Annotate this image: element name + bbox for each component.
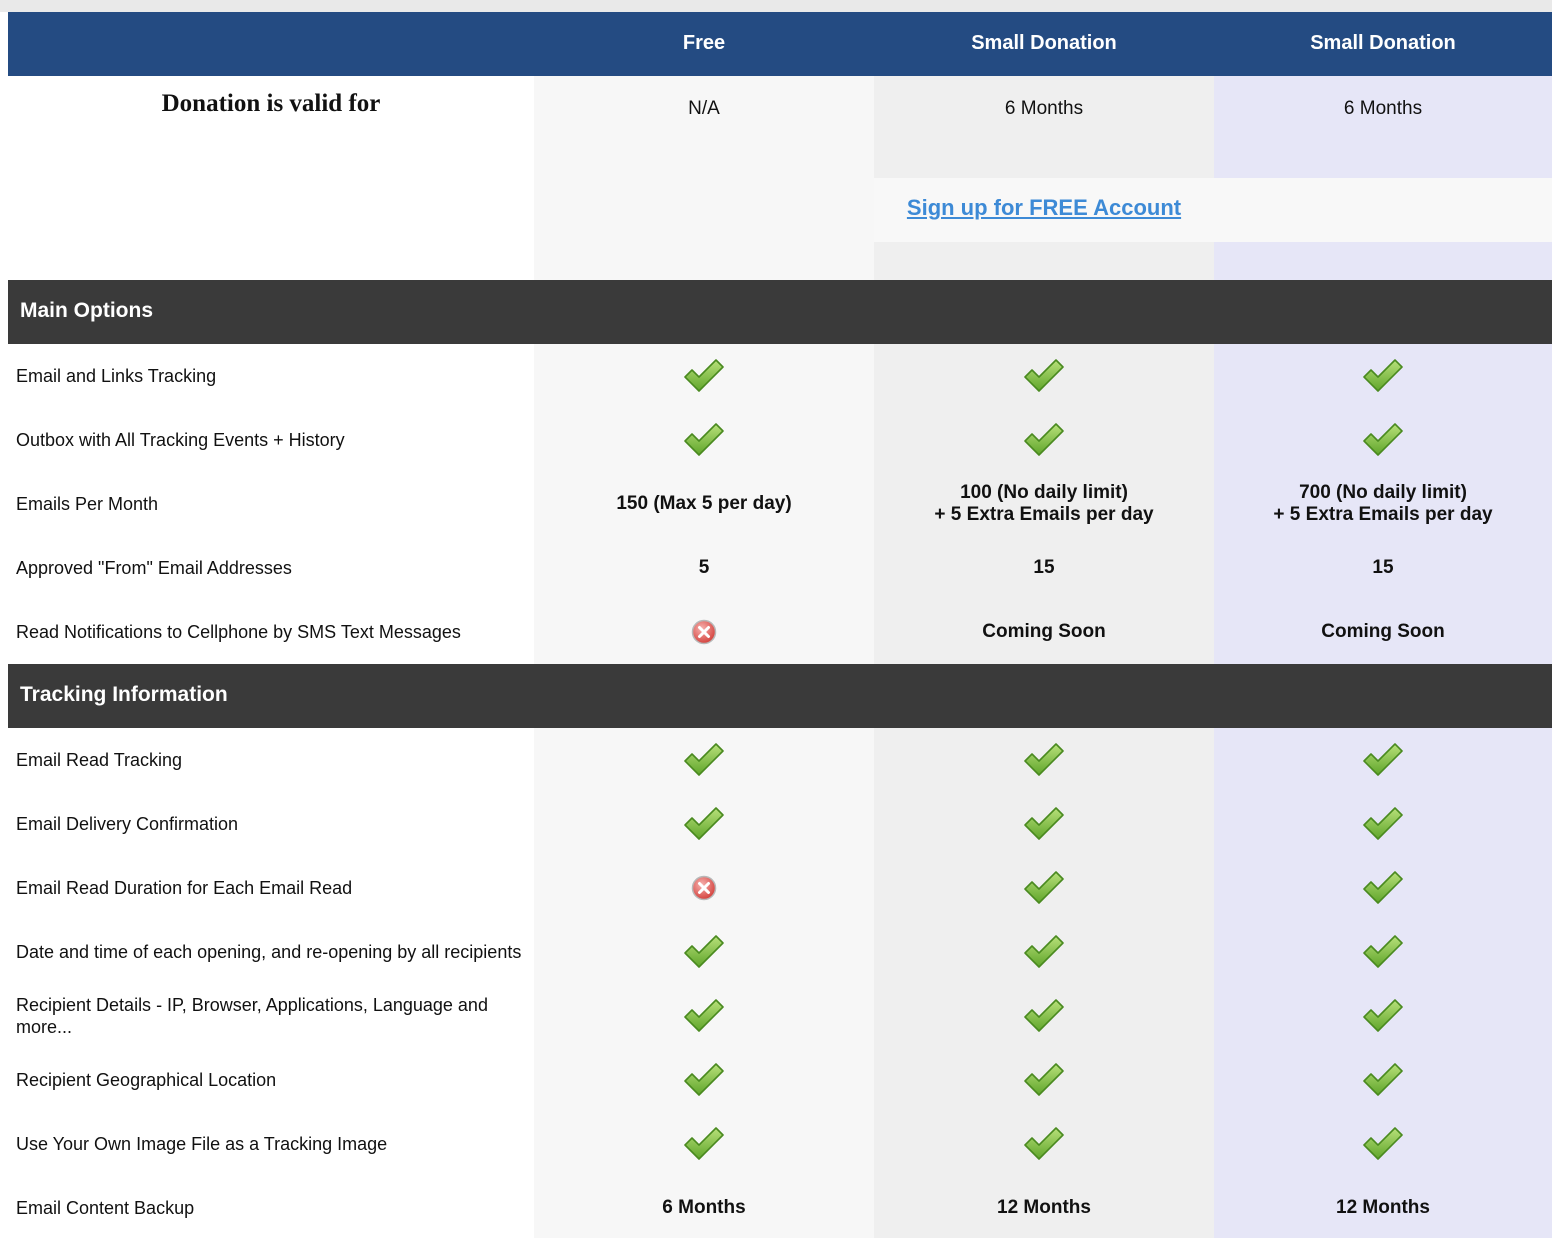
- feature-value: 5: [698, 557, 710, 578]
- green-checkmark-icon: [683, 806, 725, 842]
- feature-row: [8, 920, 1552, 984]
- feature-value: 100 (No daily limit) + 5 Extra Emails per day: [934, 482, 1154, 525]
- green-checkmark-icon: [683, 358, 725, 394]
- feature-value: 150 (Max 5 per day): [616, 493, 792, 514]
- check-cell-free: [534, 728, 874, 792]
- page-top-strip: [0, 0, 1560, 12]
- feature-label: Outbox with All Tracking Events + History: [16, 430, 345, 450]
- feature-row: [8, 472, 1552, 536]
- check-cell-small-donation-2: [1214, 792, 1552, 856]
- feature-value: 15: [1033, 557, 1055, 578]
- feature-label: Emails Per Month: [16, 494, 159, 514]
- check-cell-free: [534, 408, 874, 472]
- feature-label: Use Your Own Image File as a Tracking Image: [16, 1134, 388, 1154]
- check-cell-small-donation: [874, 728, 1214, 792]
- validity-small-donation: 6 Months: [1004, 98, 1084, 119]
- check-cell-free: [534, 1048, 874, 1112]
- green-checkmark-icon: [683, 1062, 725, 1098]
- feature-label: Recipient Geographical Location: [16, 1070, 277, 1090]
- cross-cell-free: [534, 856, 874, 920]
- value-cell-small-donation-2: [1214, 600, 1552, 664]
- feature-label: Recipient Details - IP, Browser, Applications, Language and more...: [16, 995, 488, 1037]
- check-cell-small-donation-2: [1214, 728, 1552, 792]
- value-cell-free: [534, 472, 874, 536]
- feature-row: [8, 1176, 1552, 1240]
- feature-value: Coming Soon: [982, 621, 1106, 642]
- value-cell-small-donation: [874, 536, 1214, 600]
- value-cell-small-donation-2: [1214, 1176, 1552, 1240]
- feature-row: [8, 1048, 1552, 1112]
- feature-value: Coming Soon: [1321, 621, 1445, 642]
- green-checkmark-icon: [1362, 806, 1404, 842]
- plan-header-free: Free: [682, 32, 726, 54]
- feature-value: 6 Months: [662, 1197, 746, 1218]
- green-checkmark-icon: [1362, 422, 1404, 458]
- feature-label: Date and time of each opening, and re-opening by all recipients: [16, 942, 522, 962]
- green-checkmark-icon: [683, 742, 725, 778]
- feature-row: [8, 984, 1552, 1048]
- green-checkmark-icon: [1362, 870, 1404, 906]
- check-cell-small-donation: [874, 920, 1214, 984]
- check-cell-small-donation: [874, 792, 1214, 856]
- validity-free: N/A: [688, 98, 720, 119]
- feature-row: [8, 536, 1552, 600]
- green-checkmark-icon: [1023, 934, 1065, 970]
- table-header: [8, 12, 1552, 76]
- check-cell-small-donation-2: [1214, 1112, 1552, 1176]
- red-x-circle-icon: [691, 619, 717, 645]
- value-cell-small-donation: [874, 472, 1214, 536]
- check-cell-small-donation: [874, 984, 1214, 1048]
- green-checkmark-icon: [1023, 870, 1065, 906]
- feature-value: 12 Months: [1336, 1197, 1430, 1218]
- value-cell-small-donation-2: [1214, 536, 1552, 600]
- check-cell-small-donation: [874, 856, 1214, 920]
- green-checkmark-icon: [1023, 806, 1065, 842]
- green-checkmark-icon: [683, 934, 725, 970]
- signup-band: [874, 178, 1552, 242]
- feature-row: [8, 408, 1552, 472]
- validity-small-donation-2: 6 Months: [1343, 98, 1423, 119]
- section-header: Main Options: [8, 280, 1552, 344]
- plan-header-small-donation: Small Donation: [971, 32, 1117, 54]
- feature-row: [8, 856, 1552, 920]
- green-checkmark-icon: [683, 998, 725, 1034]
- feature-label: Read Notifications to Cellphone by SMS Text Messages: [16, 622, 461, 642]
- check-cell-free: [534, 1112, 874, 1176]
- check-cell-small-donation: [874, 344, 1214, 408]
- feature-label: Email Content Backup: [16, 1198, 195, 1218]
- feature-row: [8, 1112, 1552, 1176]
- feature-row: [8, 792, 1552, 856]
- signup-free-account-link[interactable]: Sign up for FREE Account: [906, 195, 1182, 220]
- cross-cell-free: [534, 600, 874, 664]
- feature-label: Email Read Duration for Each Email Read: [16, 878, 353, 898]
- feature-row: [8, 600, 1552, 664]
- page-right-margin: [1552, 0, 1560, 1238]
- feature-label: Approved "From" Email Addresses: [16, 558, 292, 578]
- check-cell-small-donation-2: [1214, 1048, 1552, 1112]
- check-cell-free: [534, 984, 874, 1048]
- feature-value: 12 Months: [997, 1197, 1091, 1218]
- check-cell-free: [534, 792, 874, 856]
- donation-valid-label: Donation is valid for: [161, 90, 381, 117]
- feature-row: [8, 344, 1552, 408]
- check-cell-free: [534, 344, 874, 408]
- feature-label: Email Read Tracking: [16, 750, 183, 770]
- green-checkmark-icon: [1023, 998, 1065, 1034]
- check-cell-small-donation: [874, 1048, 1214, 1112]
- check-cell-small-donation-2: [1214, 408, 1552, 472]
- green-checkmark-icon: [1023, 358, 1065, 394]
- value-cell-free: [534, 536, 874, 600]
- green-checkmark-icon: [1362, 934, 1404, 970]
- green-checkmark-icon: [1023, 422, 1065, 458]
- green-checkmark-icon: [683, 1126, 725, 1162]
- check-cell-small-donation-2: [1214, 920, 1552, 984]
- red-x-circle-icon: [691, 875, 717, 901]
- green-checkmark-icon: [1362, 358, 1404, 394]
- feature-value: 700 (No daily limit) + 5 Extra Emails per day: [1273, 482, 1493, 525]
- check-cell-small-donation-2: [1214, 984, 1552, 1048]
- feature-row: [8, 728, 1552, 792]
- value-cell-small-donation: [874, 600, 1214, 664]
- green-checkmark-icon: [1362, 1062, 1404, 1098]
- green-checkmark-icon: [1023, 1126, 1065, 1162]
- value-cell-free: [534, 1176, 874, 1240]
- feature-label: Email Delivery Confirmation: [16, 814, 239, 834]
- section-header: Tracking Information: [8, 664, 1552, 728]
- check-cell-small-donation: [874, 1112, 1214, 1176]
- green-checkmark-icon: [1362, 1126, 1404, 1162]
- green-checkmark-icon: [1362, 998, 1404, 1034]
- feature-value: 15: [1372, 557, 1394, 578]
- check-cell-small-donation: [874, 408, 1214, 472]
- green-checkmark-icon: [683, 422, 725, 458]
- check-cell-small-donation-2: [1214, 344, 1552, 408]
- value-cell-small-donation: [874, 1176, 1214, 1240]
- feature-label: Email and Links Tracking: [16, 366, 217, 386]
- green-checkmark-icon: [1362, 742, 1404, 778]
- green-checkmark-icon: [1023, 742, 1065, 778]
- check-cell-small-donation-2: [1214, 856, 1552, 920]
- check-cell-free: [534, 920, 874, 984]
- green-checkmark-icon: [1023, 1062, 1065, 1098]
- plan-header-small-donation-2: Small Donation: [1310, 32, 1456, 54]
- value-cell-small-donation-2: [1214, 472, 1552, 536]
